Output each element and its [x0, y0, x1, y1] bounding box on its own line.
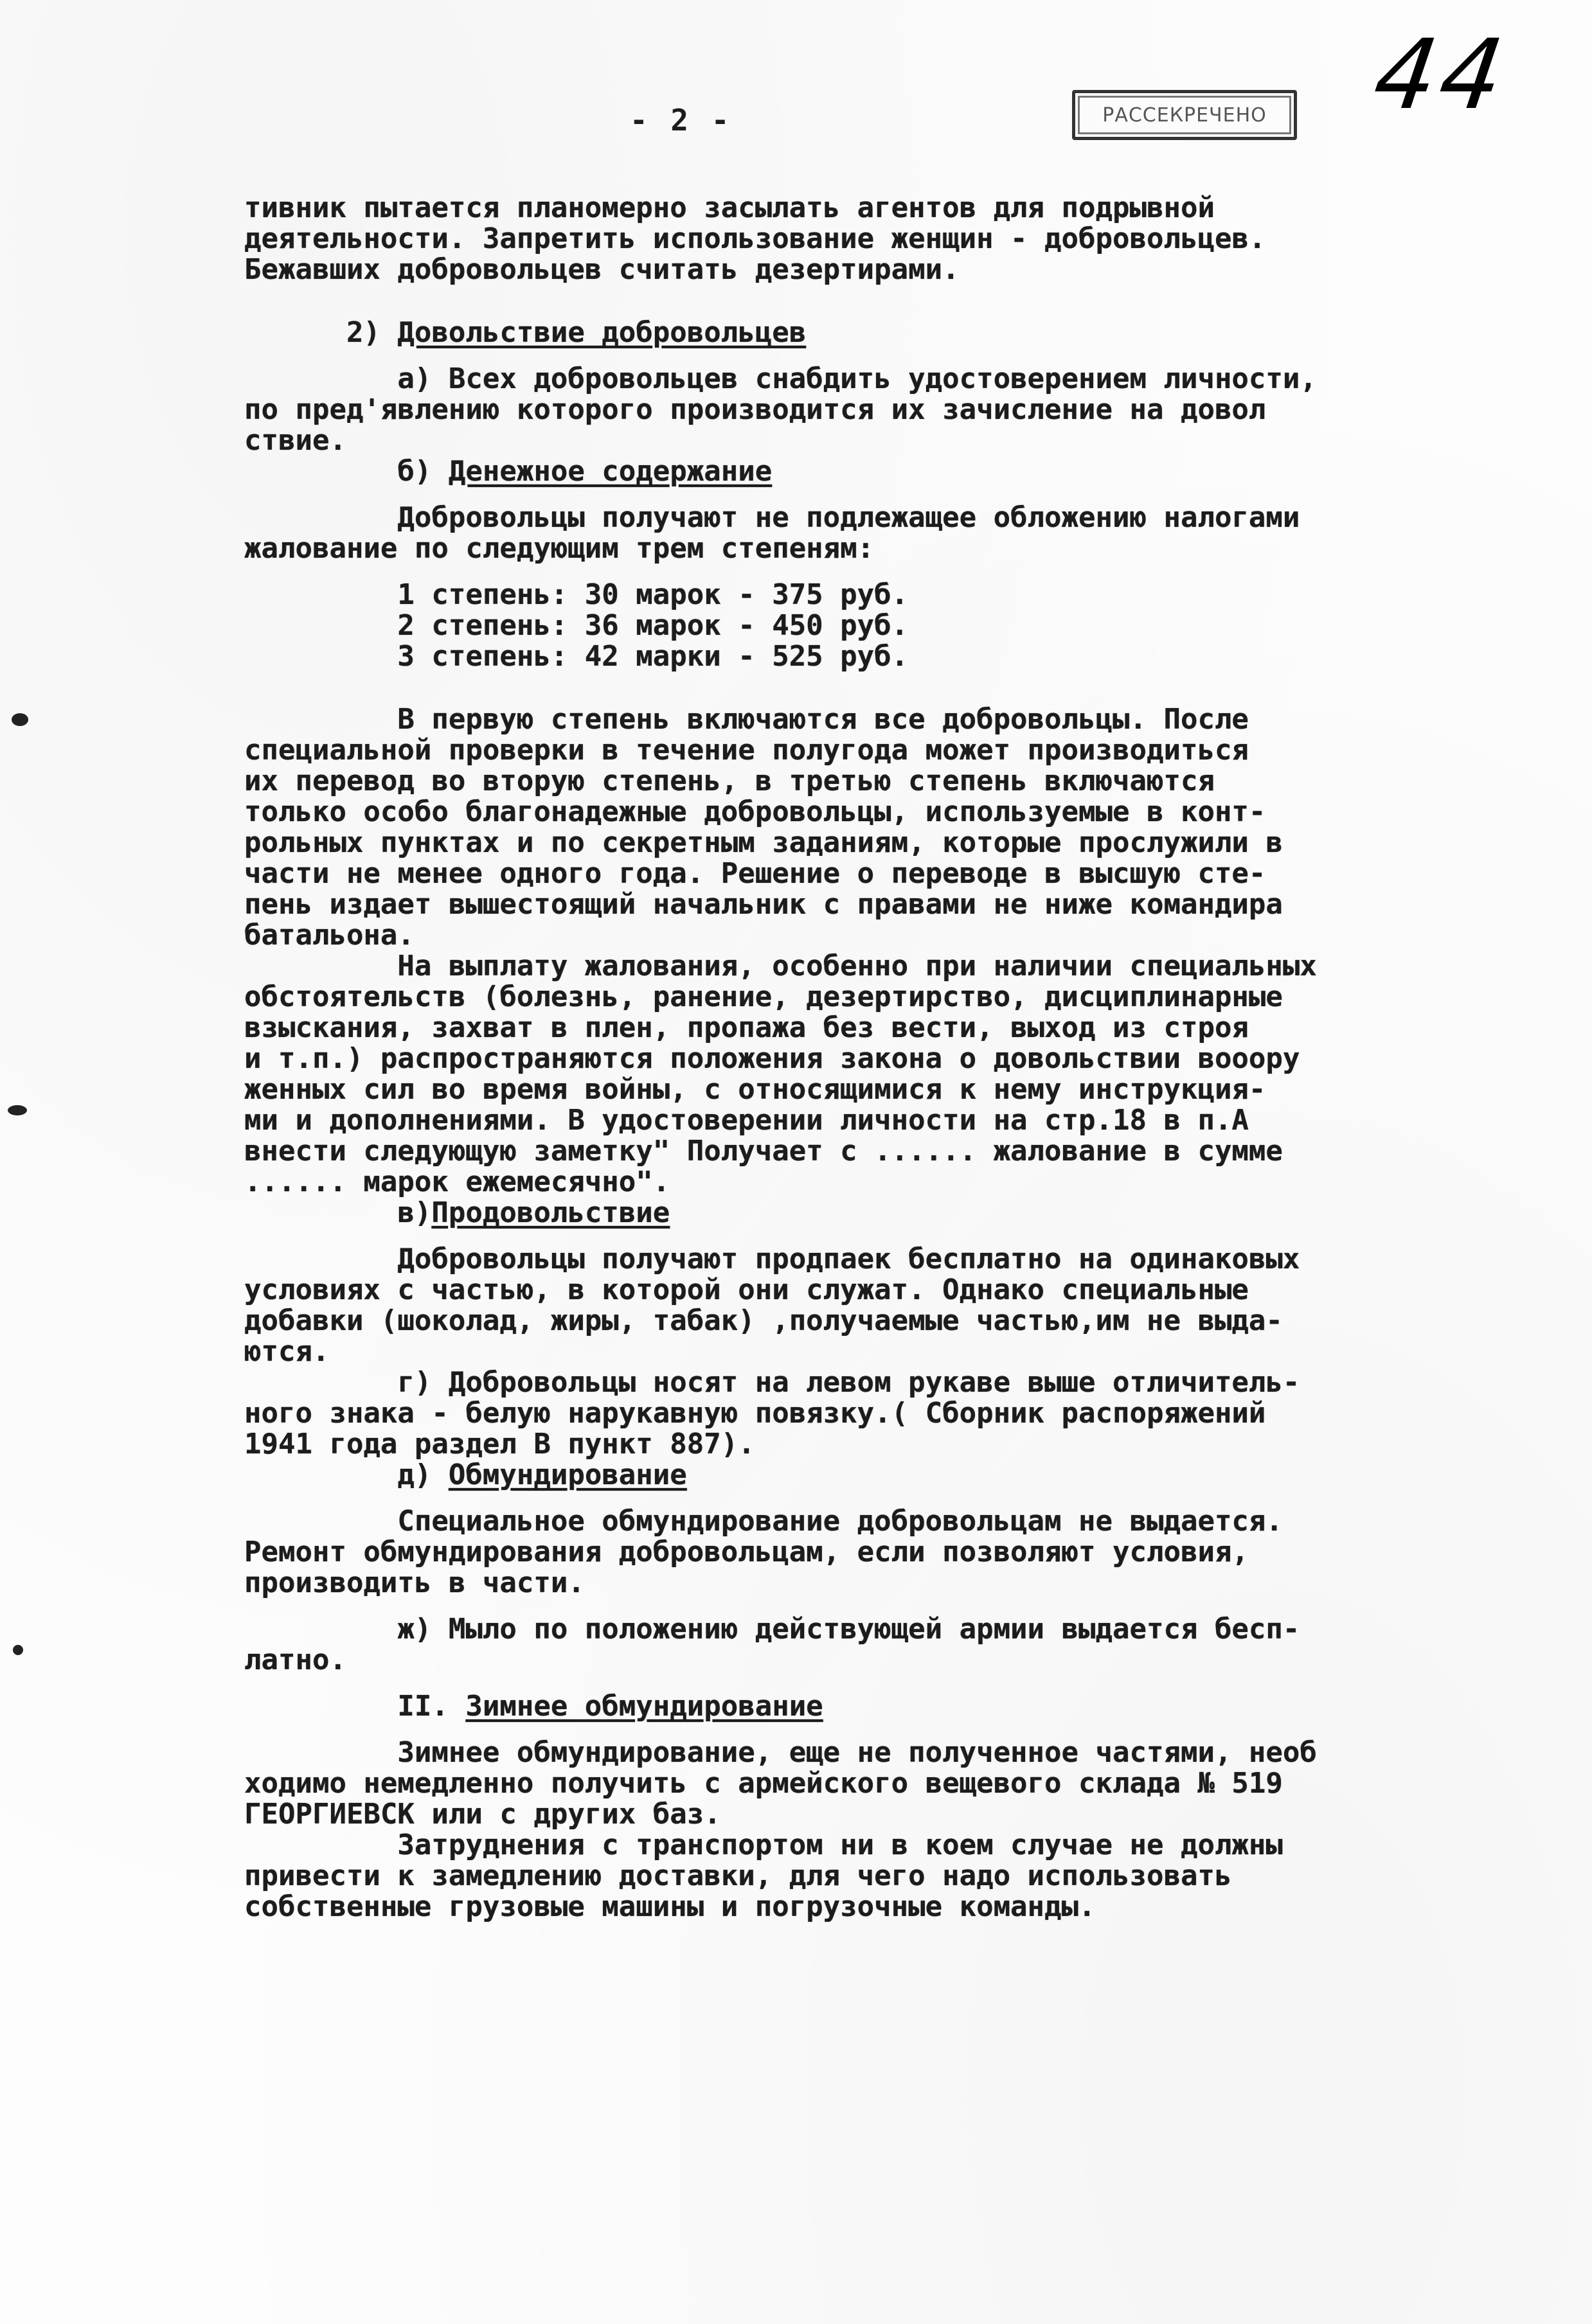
section-heading-title: Довольствие добровольцев: [397, 316, 807, 349]
text-line: На выплату жалования, особенно при наличии специальных: [244, 950, 1317, 982]
paragraph-gap: [244, 285, 1568, 317]
section-heading-prefix: в): [244, 1196, 432, 1229]
text-line: г) Добровольцы носят на левом рукаве выше отличитель-: [244, 1366, 1300, 1399]
text-line: батальона.: [244, 919, 415, 952]
text-line: ми и дополнениями. В удостоверении личности на стр.18 в п.А: [244, 1104, 1249, 1137]
text-line: привести к замедлению доставки, для чего надо использовать: [244, 1859, 1232, 1892]
text-line: ются.: [244, 1335, 330, 1368]
section-heading-title: Обмундирование: [448, 1459, 687, 1491]
text-line: Добровольцы получают не подлежащее обложению налогами: [244, 501, 1300, 534]
text-line: 2 степень: 36 марок - 450 руб.: [244, 609, 909, 642]
text-line: Добровольцы получают продпаек бесплатно на одинаковых: [244, 1243, 1300, 1275]
text-line: 3 степень: 42 марки - 525 руб.: [244, 640, 909, 673]
text-line: ...... марок ежемесячно".: [244, 1166, 670, 1198]
paragraph-gap: [244, 1599, 1568, 1614]
paragraph-gap: [244, 1676, 1568, 1691]
section-heading-title: Зимнее обмундирование: [465, 1690, 823, 1723]
section-heading-title: Продовольствие: [431, 1196, 670, 1229]
section-heading-prefix: б): [244, 455, 449, 488]
paragraph-gap: [244, 348, 1568, 364]
text-line: собственные грузовые машины и погрузочные команды.: [244, 1890, 1096, 1923]
text-line: латно.: [244, 1644, 346, 1676]
text-line: их перевод во вторую степень, в третью степень включаются: [244, 765, 1215, 797]
text-line: деятельности. Запретить использование женщин - добровольцев.: [244, 222, 1266, 255]
declassified-stamp: РАССЕКРЕЧЕНО: [1072, 90, 1297, 140]
text-line: Ремонт обмундирования добровольцам, если позволяют условия,: [244, 1536, 1249, 1568]
section-heading: [244, 1198, 1568, 1229]
section-heading: [244, 1691, 1568, 1722]
section-heading: [244, 1460, 1568, 1491]
text-line: рольных пунктах и по секретным заданиям, которые прослужили в: [244, 826, 1283, 859]
text-line: части не менее одного года. Решение о переводе в высшую сте-: [244, 857, 1266, 890]
text-line: тивник пытается планомерно засылать агентов для подрывной: [244, 191, 1215, 224]
text-line: только особо благонадежные добровольцы, используемые в конт-: [244, 795, 1266, 828]
text-line: женных сил во время войны, с относящимися к нему инструкция-: [244, 1073, 1266, 1106]
text-line: Затруднения с транспортом ни в коем случае не должны: [244, 1829, 1283, 1861]
text-line: жалование по следующим трем степеням:: [244, 532, 875, 565]
paragraph-gap: [244, 564, 1568, 580]
text-line: 1941 года раздел В пункт 887).: [244, 1428, 755, 1460]
section-heading-title: Денежное содержание: [448, 455, 773, 488]
text-line: пень издает вышестоящий начальник с правами не ниже командира: [244, 888, 1283, 921]
section-heading: [244, 317, 1568, 348]
page-number: - 2 -: [630, 103, 732, 137]
paragraph-gap: [244, 1229, 1568, 1244]
section-heading-prefix: 2): [244, 316, 398, 349]
text-line: по пред'явлению которого производится их зачисление на довол: [244, 393, 1266, 426]
paragraph-gap: [244, 672, 1568, 704]
text-line: ГЕОРГИЕВСК или с других баз.: [244, 1798, 721, 1831]
document-body: [244, 193, 1568, 1922]
text-line: внести следующую заметку" Получает с ...... жалование в сумме: [244, 1135, 1283, 1167]
text-line: добавки (шоколад, жиры, табак) ,получаемые частью,им не выда-: [244, 1304, 1283, 1337]
section-heading-prefix: II.: [244, 1690, 466, 1723]
text-line: а) Всех добровольцев снабдить удостоверением личности,: [244, 362, 1317, 395]
text-line: В первую степень включаются все добровольцы. После: [244, 703, 1249, 736]
paragraph-gap: [244, 487, 1568, 502]
text-line: Зимнее обмундирование, еще не полученное частями, необ: [244, 1736, 1317, 1769]
punch-hole-mark: [12, 713, 28, 726]
paragraph-gap: [244, 1491, 1568, 1506]
text-line: условиях с частью, в которой они служат. Однако специальные: [244, 1273, 1249, 1306]
text-line: производить в части.: [244, 1566, 585, 1599]
text-line: 1 степень: 30 марок - 375 руб.: [244, 578, 909, 611]
section-heading: [244, 456, 1568, 487]
text-line: ного знака - белую нарукавную повязку.( Сборник распоряжений: [244, 1397, 1266, 1430]
text-line: взыскания, захват в плен, пропажа без вести, выход из строя: [244, 1011, 1249, 1044]
text-line: ж) Мыло по положению действующей армии выдается бесп-: [244, 1613, 1300, 1645]
text-line: и т.п.) распространяются положения закона о довольствии вооору: [244, 1042, 1300, 1075]
text-line: ходимо немедленно получить с армейского вещевого склада № 519: [244, 1767, 1283, 1800]
punch-hole-mark: [13, 1645, 23, 1655]
text-line: Специальное обмундирование добровольцам не выдается.: [244, 1505, 1283, 1538]
text-line: обстоятельств (болезнь, ранение, дезертирство, дисциплинарные: [244, 980, 1283, 1013]
paragraph-gap: [244, 1722, 1568, 1737]
section-heading-prefix: д): [244, 1459, 449, 1491]
text-line: ствие.: [244, 424, 346, 457]
text-line: специальной проверки в течение полугода может производиться: [244, 734, 1249, 767]
archive-page-number: 44: [1367, 19, 1514, 131]
punch-hole-mark: [8, 1105, 27, 1115]
text-line: Бежавших добровольцев считать дезертирами.: [244, 253, 960, 286]
